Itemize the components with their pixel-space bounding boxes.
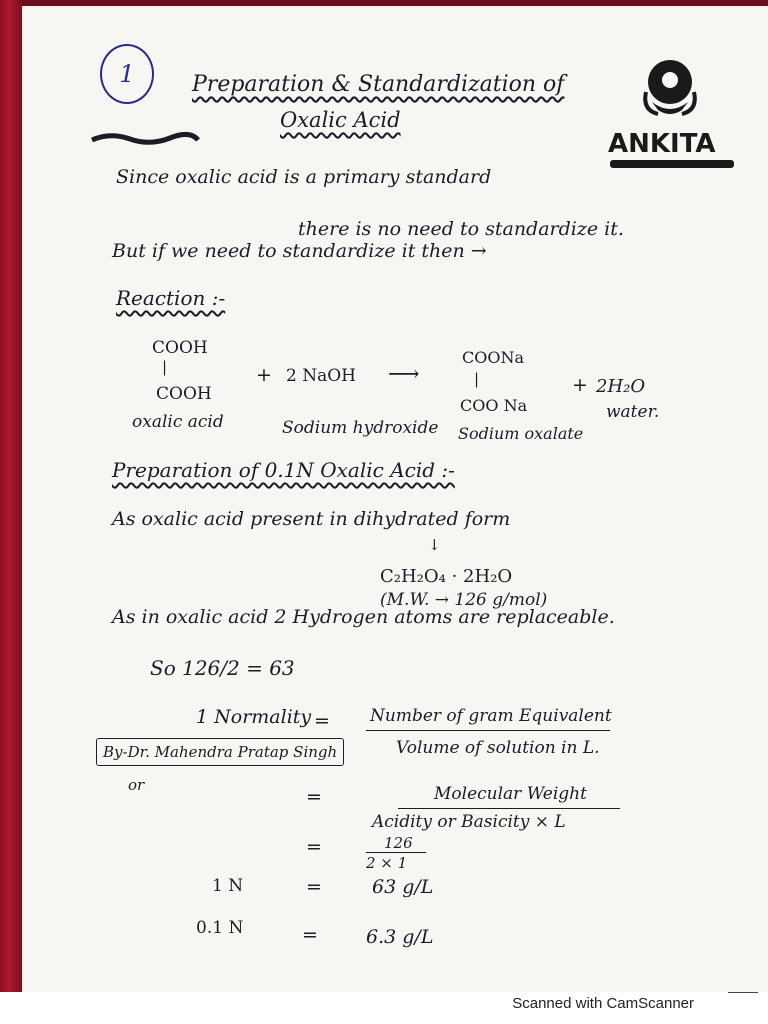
label-sodium-oxalate: Sodium oxalate [458,424,584,443]
reactant1-bond: | [162,358,168,376]
standardize-line: But if we need to standardize it then → [112,240,487,262]
equals-2: = [306,786,322,808]
equals-5: = [302,924,318,946]
label-sodium-hydroxide: Sodium hydroxide [282,418,439,438]
denominator-volume: Volume of solution in L. [396,738,600,758]
struck-out-text [90,130,200,148]
product1-top: COONa [462,348,525,367]
denominator-2x1: 2 × 1 [366,854,408,872]
page-top-edge [22,0,768,6]
equals-3: = [306,836,322,858]
author-credit: By-Dr. Mahendra Pratap Singh [96,738,344,766]
product1-bottom: COO Na [460,396,528,415]
notebook-binding [0,0,22,995]
reactant2: 2 NaOH [286,366,356,386]
plus-sign: + [256,364,272,386]
or-label: or [128,776,145,794]
intro-line-continued: there is no need to standardize it. [298,218,624,240]
intro-line: Since oxalic acid is a primary standard [116,166,492,188]
numerator-126: 126 [384,834,413,852]
label-water: water. [606,402,660,422]
reactant1-bottom: COOH [156,384,212,404]
label-0.1N: 0.1 N [196,918,244,938]
numerator-molecular-weight: Molecular Weight [434,784,587,804]
product1-bond: | [474,370,480,388]
value-0.1N: 6.3 g/L [366,926,434,948]
normality-label: 1 Normality [196,706,312,728]
molecular-weight: (M.W. → 126 g/mol) [380,590,548,610]
equivalent-calc: So 126/2 = 63 [150,656,295,680]
numerator-gram-equivalent: Number of gram Equivalent [370,706,612,726]
equals-4: = [306,876,322,898]
reaction-heading: Reaction :- [116,286,226,310]
equals-1: = [314,710,330,732]
preparation-heading: Preparation of 0.1N Oxalic Acid :- [112,458,455,482]
fraction-line-1 [366,730,610,731]
point-dihydrated: As oxalic acid present in dihydrated form [112,508,511,530]
person-logo-icon [602,52,738,176]
label-oxalic-acid: oxalic acid [132,412,224,432]
footer-rule [728,992,758,993]
value-1N: 63 g/L [372,876,434,898]
fraction-line-2 [398,808,620,809]
page-title: Preparation & Standardization of [192,72,565,97]
reactant1-top: COOH [152,338,208,358]
page-number: 1 [100,44,154,104]
scanner-watermark: Scanned with CamScanner [512,995,694,1012]
reaction-arrow: ⟶ [388,362,420,387]
label-1N: 1 N [212,876,244,896]
point-replaceable: As in oxalic acid 2 Hydrogen atoms are replaceable. [112,606,615,628]
page-subtitle: Oxalic Acid [280,108,401,132]
oxalic-formula: C₂H₂O₄ · 2H₂O [380,566,513,587]
fraction-line-3 [366,852,426,853]
denominator-acidity: Acidity or Basicity × L [372,812,566,832]
logo-text: ANKITA [608,129,716,159]
down-arrow: ↓ [428,536,441,554]
plus-sign-2: + [572,374,588,396]
product2: 2H₂O [596,376,646,397]
